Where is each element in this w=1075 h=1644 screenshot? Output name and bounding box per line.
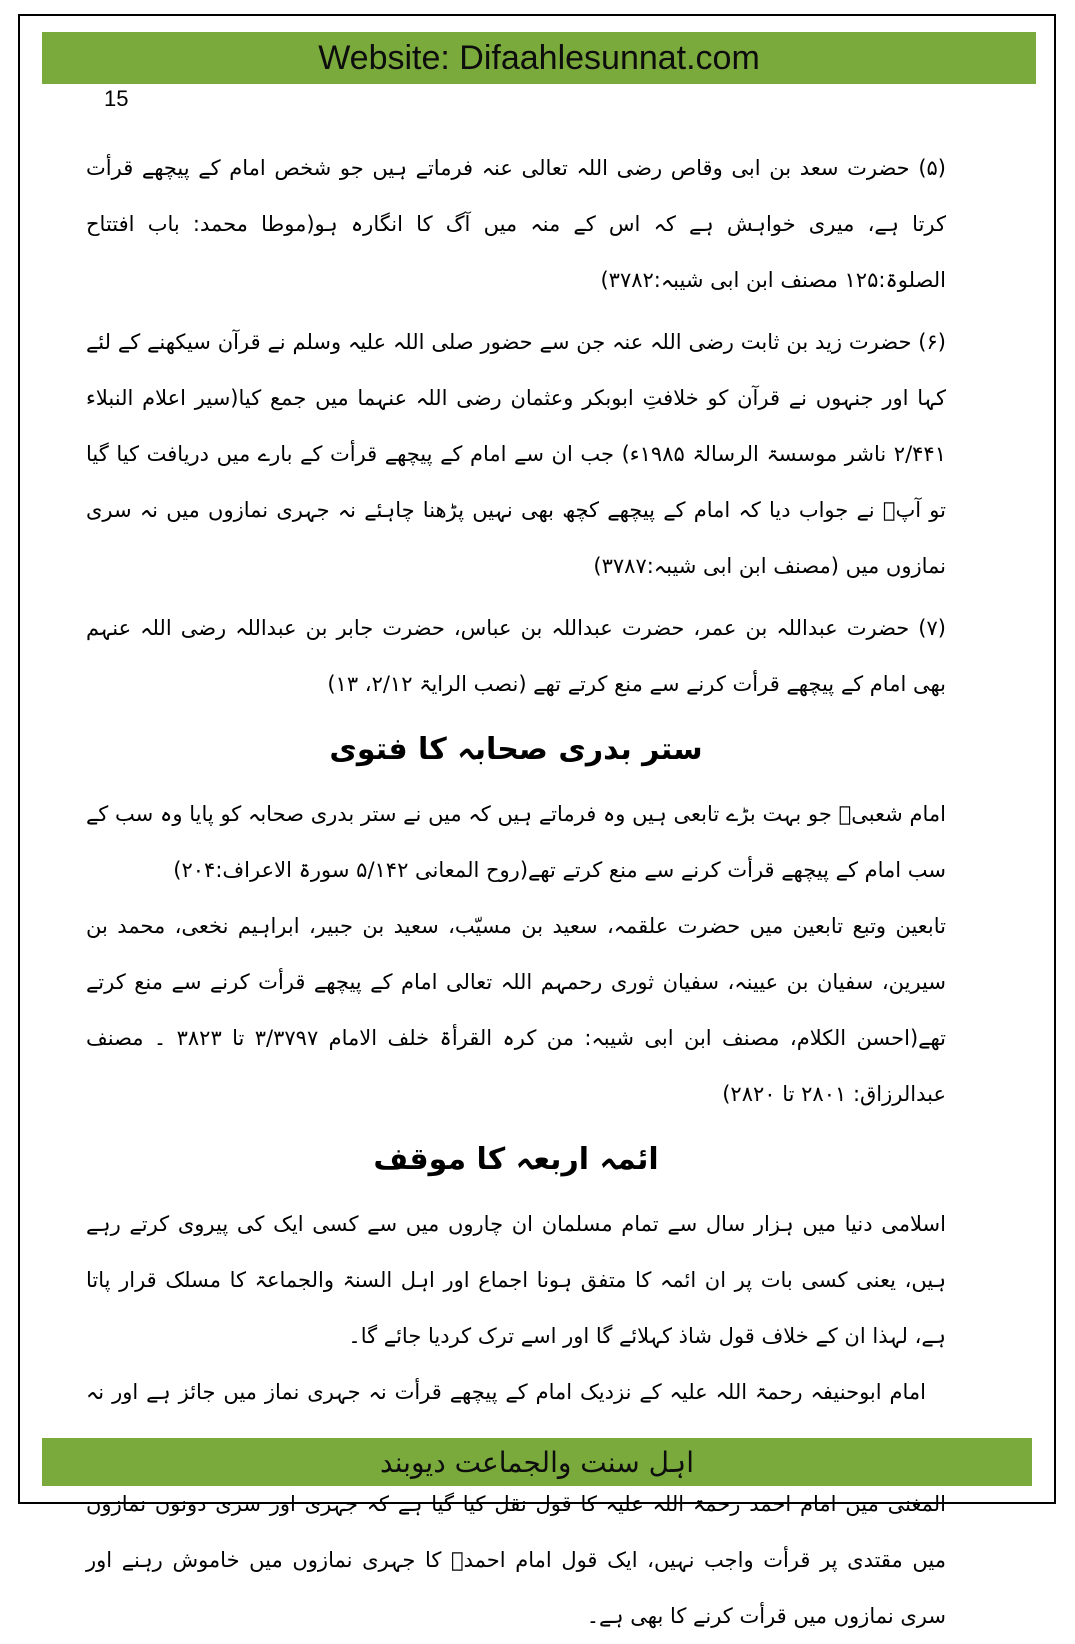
paragraph-tabieen: تابعین وتبع تابعین میں حضرت علقمہ، سعید بن مسیّب، سعید بن جبیر، ابراہیم نخعی، محمد بن سیرین، سفیان بن عیینہ، سفیان ثوری رحمہم اللہ تعالی امام کے پیچھے قرأت کرنے سے منع کرتے تھے(احسن الکلام، مصنف ابن ابی شیبہ: من کرہ القرأۃ خلف الامام ۳/۳۷۹۷ تا ۳۸۲۳ ۔ مصنف عبدالرزاق: ۲۸۰۱ تا ۲۸۲۰)	[86, 914, 946, 1106]
website-url[interactable]: Website: Difaahlesunnat.com	[318, 38, 760, 77]
paragraph-al-mughni: المغنی میں امام احمد رحمۃ اللہ علیہ کا قول نقل کیا گیا ہے کہ جہری اور سری دونوں نمازوں میں مقتدی پر قرأت واجب نہیں، ایک قول امام احمدؒ کا جہری نمازوں میں خاموش رہنے اور سری نمازوں میں قرأت کرنے کا بھی ہے۔	[86, 1492, 946, 1628]
paragraph-abu-hanifa: امام ابوحنیفہ رحمۃ اللہ علیہ کے نزدیک امام کے پیچھے قرأت نہ جہری نماز میں جائز ہے اور نہ	[86, 1380, 926, 1404]
heading-badri-sahaba: ستر بدری صحابہ کا فتوی	[329, 732, 703, 767]
paragraph-7: (۷) حضرت عبداللہ بن عمر، حضرت عبداللہ بن عباس، حضرت جابر بن عبداللہ رضی اللہ عنہم بھی امام کے پیچھے قرأت کرنے سے منع کرتے تھے (نصب الرایۃ ۲/۱۲، ۱۳)	[86, 616, 946, 696]
paragraph-6: (۶) حضرت زید بن ثابت رضی اللہ عنہ جن سے حضور صلی اللہ علیہ وسلم نے قرآن سیکھنے کے لئے کہا اور جنہوں نے قرآن کو خلافتِ ابوبکر وعثمان رضی اللہ عنہما میں جمع کیا(سیر اعلام النبلاء ۲/۴۴۱ ناشر موسسۃ الرسالۃ ۱۹۸۵ء) جب ان سے امام کے پیچھے قرأت کے بارے میں دریافت کیا گیا تو آپؓ نے جواب دیا کہ امام کے پیچھے کچھ بھی نہیں پڑھنا چاہئے نہ جہری نمازوں میں نہ سری نمازوں میں (مصنف ابن ابی شیبہ:۳۷۸۷)	[86, 330, 946, 578]
heading-aimma-arbaa: ائمہ اربعہ کا موقف	[373, 1142, 659, 1177]
website-banner	[42, 32, 1036, 84]
footer-text: اہل سنت والجماعت دیوبند	[380, 1445, 694, 1479]
page-number: 15	[104, 86, 129, 111]
paragraph-islamic-world: اسلامی دنیا میں ہزار سال سے تمام مسلمان ان چاروں میں سے کسی ایک کی پیروی کرتے رہے ہیں، یعنی کسی بات پر ان ائمہ کا متفق ہونا اجماع اور اہل السنۃ والجماعۃ کا مسلک قرار پاتا ہے، لہذا ان کے خلاف قول شاذ کہلائے گا اور اسے ترک کردیا جائے گا۔	[86, 1212, 946, 1348]
paragraph-5: (۵) حضرت سعد بن ابی وقاص رضی اللہ تعالی عنہ فرماتے ہیں جو شخص امام کے پیچھے قرأت کرتا ہے، میری خواہش ہے کہ اس کے منہ میں آگ کا انگارہ ہو(موطا محمد: باب افتتاح الصلوۃ:۱۲۵ مصنف ابن ابی شیبہ:۳۷۸۲)	[86, 156, 946, 292]
footer-banner	[42, 1438, 1032, 1486]
document-body	[86, 140, 946, 1644]
paragraph-imam-shabi: امام شعبیؒ جو بہت بڑے تابعی ہیں وہ فرماتے ہیں کہ میں نے ستر بدری صحابہ کو پایا وہ سب کے سب امام کے پیچھے قرأت کرنے سے منع کرتے تھے(روح المعانی ۵/۱۴۲ سورۃ الاعراف:۲۰۴)	[86, 802, 946, 882]
